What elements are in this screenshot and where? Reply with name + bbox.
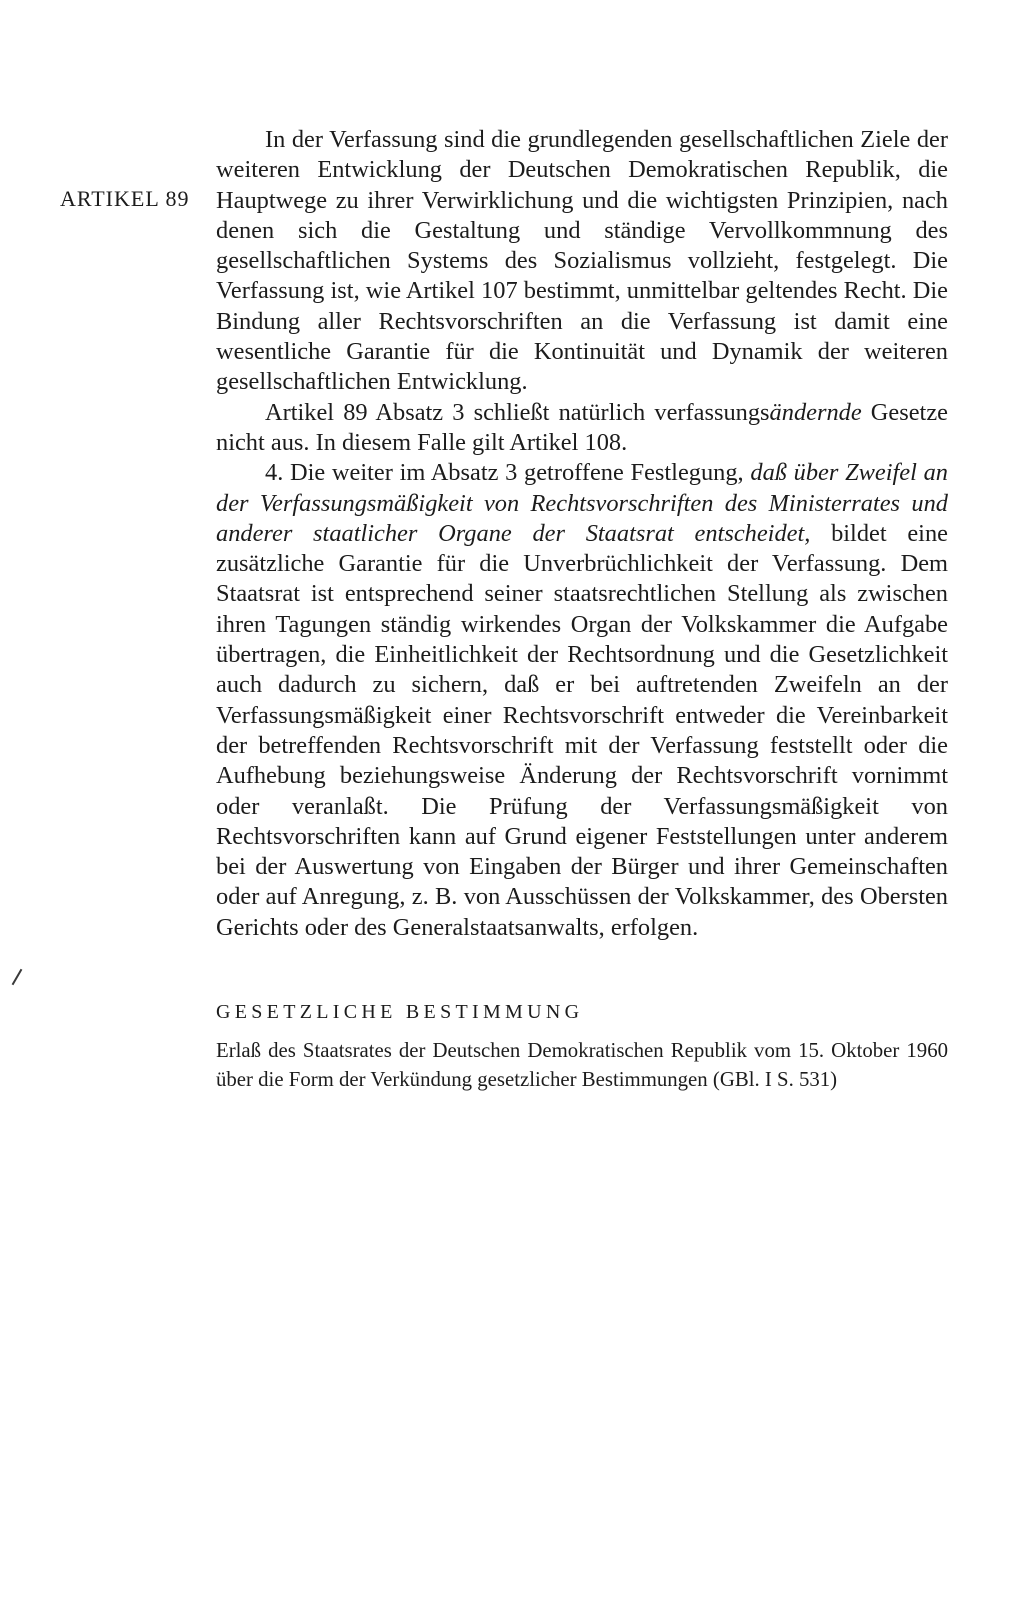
legal-reference	[216, 1036, 948, 1094]
paragraph-1: In der Verfassung sind die grundlegenden gesellschaftlichen Ziele der weiteren Entwicklung der Deutschen Demokratischen Republik, die Hauptwege zu ihrer Verwirklichung und die wichtigsten Prinzipien, nach denen sich die Gestaltung und ständige Vervollkommnung des gesellschaftlichen Systems des Sozialismus vollzieht, festgelegt. Die Verfassung ist, wie Artikel 107 bestimmt, unmittelbar geltendes Recht. Die Bindung aller Rechtsvorschriften an die Verfassung ist damit eine wesentliche Garantie für die Kontinuität und Dynamik der weiteren gesellschaftlichen Entwicklung.	[216, 126, 948, 396]
article-margin-label: ARTIKEL 89	[60, 186, 190, 211]
paragraph-2-text-start: Artikel 89 Absatz 3 schließt natürlich verfassungs	[265, 398, 770, 426]
commentary-body	[216, 125, 948, 943]
legal-reference-text: Erlaß des Staatsrates der Deutschen Demokratischen Republik vom 15. Oktober 1960 über die Form der Verkündung gesetzlicher Bestimmungen (GBl. I S. 531)	[216, 1039, 948, 1091]
paragraph-2	[216, 398, 948, 459]
paragraph-3-text-end: bildet eine zusätzliche Garantie für die Unverbrüchlichkeit der Verfassung. Dem Staatsrat ist entsprechend seiner staatsrechtlichen Stellung als zwischen ihren Tagungen ständig wirkendes Organ der Volkskammer die Aufgabe übertragen, die Einheitlichkeit der Rechtsordnung und die Gesetzlichkeit auch dadurch zu sichern, daß er bei auftretenden Zweifeln an der Verfassungsmäßigkeit einer Rechtsvorschrift entweder die Vereinbarkeit der betreffenden Rechtsvorschrift mit der Verfassung feststellt oder die Aufhebung beziehungsweise Änderung der Rechtsvorschrift vornimmt oder veranlaßt. Die Prüfung der Verfassungsmäßigkeit von Rechtsvorschriften kann auf Grund eigener Feststellungen unter anderem bei der Auswertung von Eingaben der Bürger und ihrer Gemeinschaften oder auf Anregung, z. B. von Ausschüssen der Volkskammer, des Obersten Gerichts oder des Generalstaatsanwalts, erfolgen.	[216, 519, 948, 941]
paragraph-3	[216, 458, 948, 943]
paragraph-2-emphasis: ändernde	[769, 398, 862, 426]
paragraph-2-text-end: Gesetze nicht aus. In diesem Falle gilt Artikel 108.	[216, 398, 948, 456]
paragraph-3-text-start: 4. Die weiter im Absatz 3 getroffene Festlegung,	[265, 459, 751, 487]
paragraph-3-emphasis: daß über Zweifel an der Verfassungsmäßigkeit von Rechtsvorschriften des Ministerrates und anderer staatlicher Organe der Staatsrat entscheidet,	[216, 459, 949, 547]
section-heading: GESETZLICHE BESTIMMUNG	[216, 1001, 584, 1023]
margin-pencil-mark	[12, 969, 23, 986]
